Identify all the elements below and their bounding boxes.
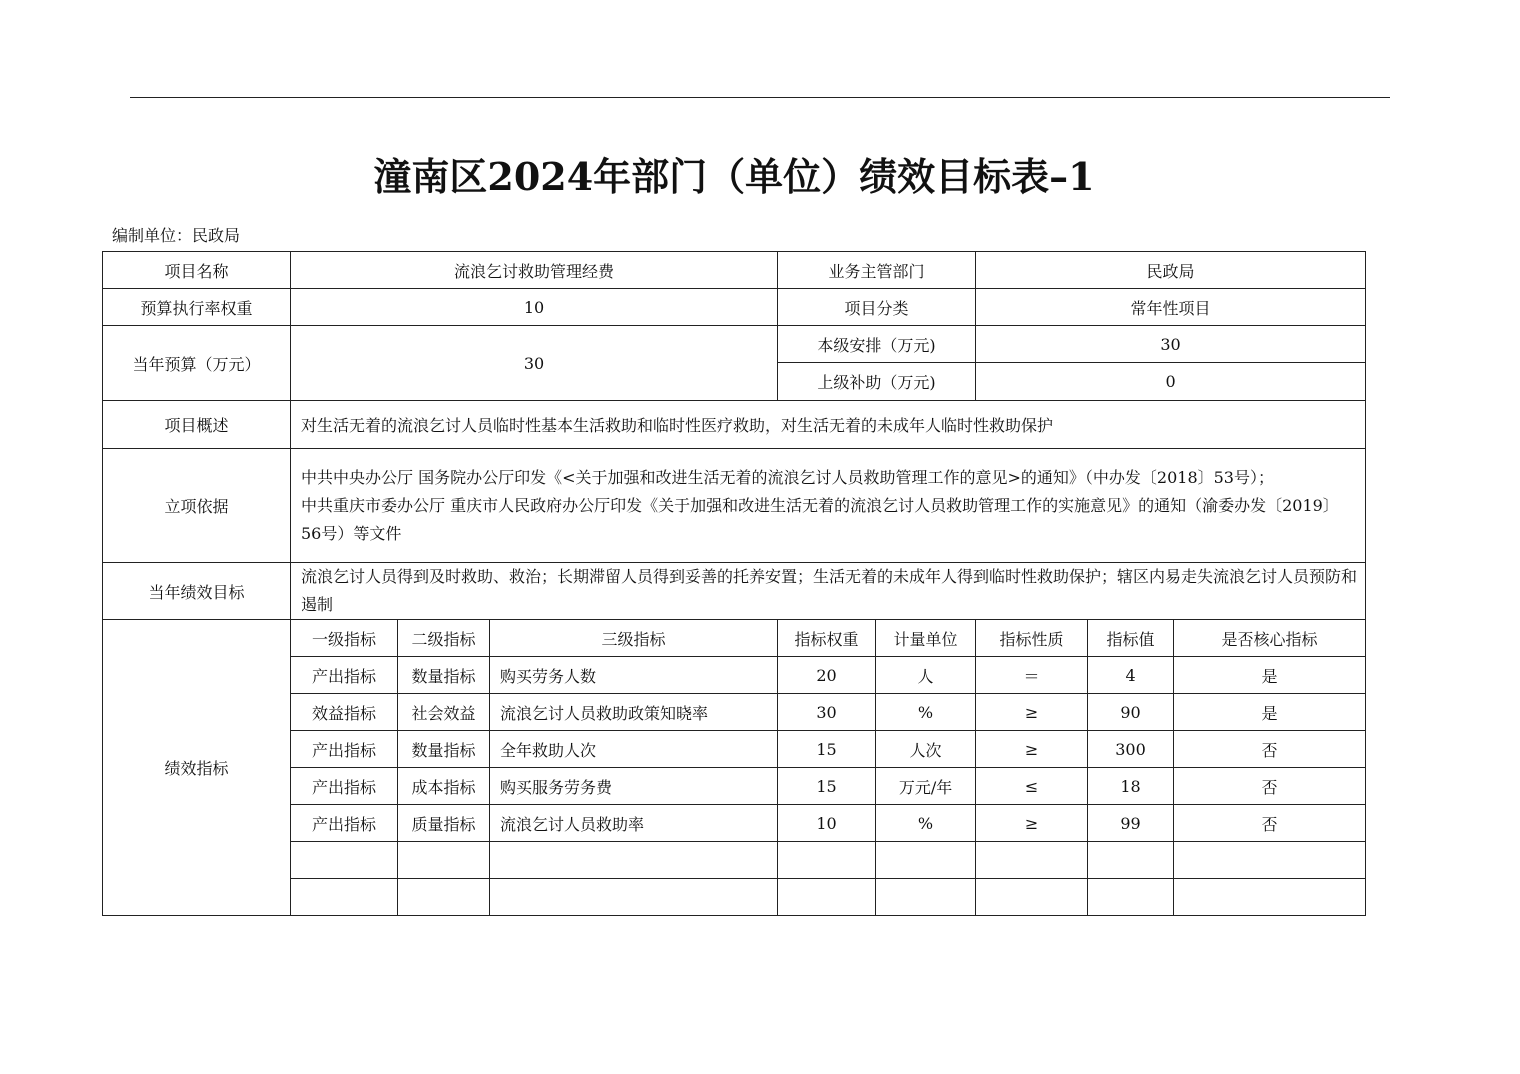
cell-nature: ≥ — [976, 731, 1088, 768]
table-row — [103, 694, 1366, 731]
cell-nature: ≥ — [976, 694, 1088, 731]
header-value: 指标值 — [1088, 620, 1174, 657]
page-title: 潼南区2024年部门（单位）绩效目标表–1 — [373, 154, 1095, 199]
cell-nature: ≤ — [976, 768, 1088, 805]
cell-weight: 15 — [778, 731, 876, 768]
cell-empty — [1088, 842, 1174, 879]
cell-level3: 购买服务劳务费 — [490, 768, 778, 805]
cell-level2: 成本指标 — [398, 768, 490, 805]
value-weight: 10 — [291, 289, 778, 326]
label-indicators: 绩效指标 — [103, 620, 291, 916]
cell-empty — [778, 842, 876, 879]
label-project-name: 项目名称 — [103, 252, 291, 289]
row-basis — [103, 449, 1366, 563]
cell-empty — [876, 842, 976, 879]
cell-level3: 全年救助人次 — [490, 731, 778, 768]
cell-level1: 产出指标 — [291, 805, 398, 842]
cell-value: 90 — [1088, 694, 1174, 731]
cell-empty — [1174, 842, 1366, 879]
cell-value: 99 — [1088, 805, 1174, 842]
basis-line-2: 中共重庆市委办公厅 重庆市人民政府办公厅印发《关于加强和改进生活无着的流浪乞讨人员救助管理工作的实施意见》的通知（渝委办发〔2019〕56号）等文件 — [301, 495, 1339, 543]
cell-level2: 社会效益 — [398, 694, 490, 731]
table-row — [103, 768, 1366, 805]
cell-core: 否 — [1174, 768, 1366, 805]
value-overview: 对生活无着的流浪乞讨人员临时性基本生活救助和临时性医疗救助，对生活无着的未成年人临时性救助保护 — [291, 401, 1366, 449]
table-row-empty — [103, 879, 1366, 916]
cell-value: 18 — [1088, 768, 1174, 805]
row-budget — [103, 326, 1366, 363]
header-level1: 一级指标 — [291, 620, 398, 657]
value-project-name: 流浪乞讨救助管理经费 — [291, 252, 778, 289]
cell-value: 4 — [1088, 657, 1174, 694]
header-weight: 指标权重 — [778, 620, 876, 657]
cell-value: 300 — [1088, 731, 1174, 768]
cell-empty — [398, 879, 490, 916]
cell-unit: 万元/年 — [876, 768, 976, 805]
cell-unit: 人次 — [876, 731, 976, 768]
cell-empty — [876, 879, 976, 916]
value-category: 常年性项目 — [976, 289, 1366, 326]
cell-empty — [778, 879, 876, 916]
value-upper: 0 — [976, 363, 1366, 401]
label-upper: 上级补助（万元) — [778, 363, 976, 401]
label-dept: 业务主管部门 — [778, 252, 976, 289]
cell-weight: 30 — [778, 694, 876, 731]
cell-level1: 产出指标 — [291, 657, 398, 694]
header-level3: 三级指标 — [490, 620, 778, 657]
cell-level1: 效益指标 — [291, 694, 398, 731]
table-row-empty — [103, 842, 1366, 879]
row-overview — [103, 401, 1366, 449]
cell-core: 是 — [1174, 694, 1366, 731]
label-goal: 当年绩效目标 — [103, 563, 291, 620]
cell-empty — [398, 842, 490, 879]
row-weight — [103, 289, 1366, 326]
header-level2: 二级指标 — [398, 620, 490, 657]
header-nature: 指标性质 — [976, 620, 1088, 657]
header-core: 是否核心指标 — [1174, 620, 1366, 657]
cell-core: 否 — [1174, 805, 1366, 842]
cell-empty — [490, 879, 778, 916]
label-category: 项目分类 — [778, 289, 976, 326]
cell-level3: 流浪乞讨人员救助政策知晓率 — [490, 694, 778, 731]
cell-level1: 产出指标 — [291, 768, 398, 805]
cell-nature: ≥ — [976, 805, 1088, 842]
table-row — [103, 805, 1366, 842]
cell-empty — [490, 842, 778, 879]
label-basis: 立项依据 — [103, 449, 291, 563]
compiling-unit: 编制单位：民政局 — [112, 226, 241, 245]
header-unit: 计量单位 — [876, 620, 976, 657]
value-basis — [291, 449, 1366, 563]
value-goal: 流浪乞讨人员得到及时救助、救治；长期滞留人员得到妥善的托养安置；生活无着的未成年人得到临时性救助保护；辖区内易走失流浪乞讨人员预防和遏制 — [291, 563, 1366, 620]
cell-level3: 购买劳务人数 — [490, 657, 778, 694]
indicator-header-row — [103, 620, 1366, 657]
label-local: 本级安排（万元) — [778, 326, 976, 363]
label-budget: 当年预算（万元） — [103, 326, 291, 401]
value-budget: 30 — [291, 326, 778, 401]
cell-empty — [291, 879, 398, 916]
basis-line-1: 中共中央办公厅 国务院办公厅印发《<关于加强和改进生活无着的流浪乞讨人员救助管理工作的意见>的通知》（中办发〔2018〕53号）； — [301, 467, 1274, 487]
cell-unit: % — [876, 694, 976, 731]
cell-empty — [1088, 879, 1174, 916]
cell-level2: 质量指标 — [398, 805, 490, 842]
cell-weight: 20 — [778, 657, 876, 694]
cell-unit: 人 — [876, 657, 976, 694]
performance-table — [102, 251, 1366, 916]
cell-level3: 流浪乞讨人员救助率 — [490, 805, 778, 842]
cell-empty — [976, 842, 1088, 879]
value-local: 30 — [976, 326, 1366, 363]
table-row — [103, 657, 1366, 694]
cell-weight: 15 — [778, 768, 876, 805]
cell-weight: 10 — [778, 805, 876, 842]
cell-nature: ＝ — [976, 657, 1088, 694]
label-overview: 项目概述 — [103, 401, 291, 449]
cell-empty — [1174, 879, 1366, 916]
cell-empty — [976, 879, 1088, 916]
cell-core: 否 — [1174, 731, 1366, 768]
cell-level2: 数量指标 — [398, 657, 490, 694]
value-dept: 民政局 — [976, 252, 1366, 289]
row-goal — [103, 563, 1366, 620]
cell-level1: 产出指标 — [291, 731, 398, 768]
cell-unit: % — [876, 805, 976, 842]
cell-level2: 数量指标 — [398, 731, 490, 768]
cell-empty — [291, 842, 398, 879]
row-project-name — [103, 252, 1366, 289]
header-rule — [130, 97, 1390, 98]
label-weight: 预算执行率权重 — [103, 289, 291, 326]
cell-core: 是 — [1174, 657, 1366, 694]
table-row — [103, 731, 1366, 768]
